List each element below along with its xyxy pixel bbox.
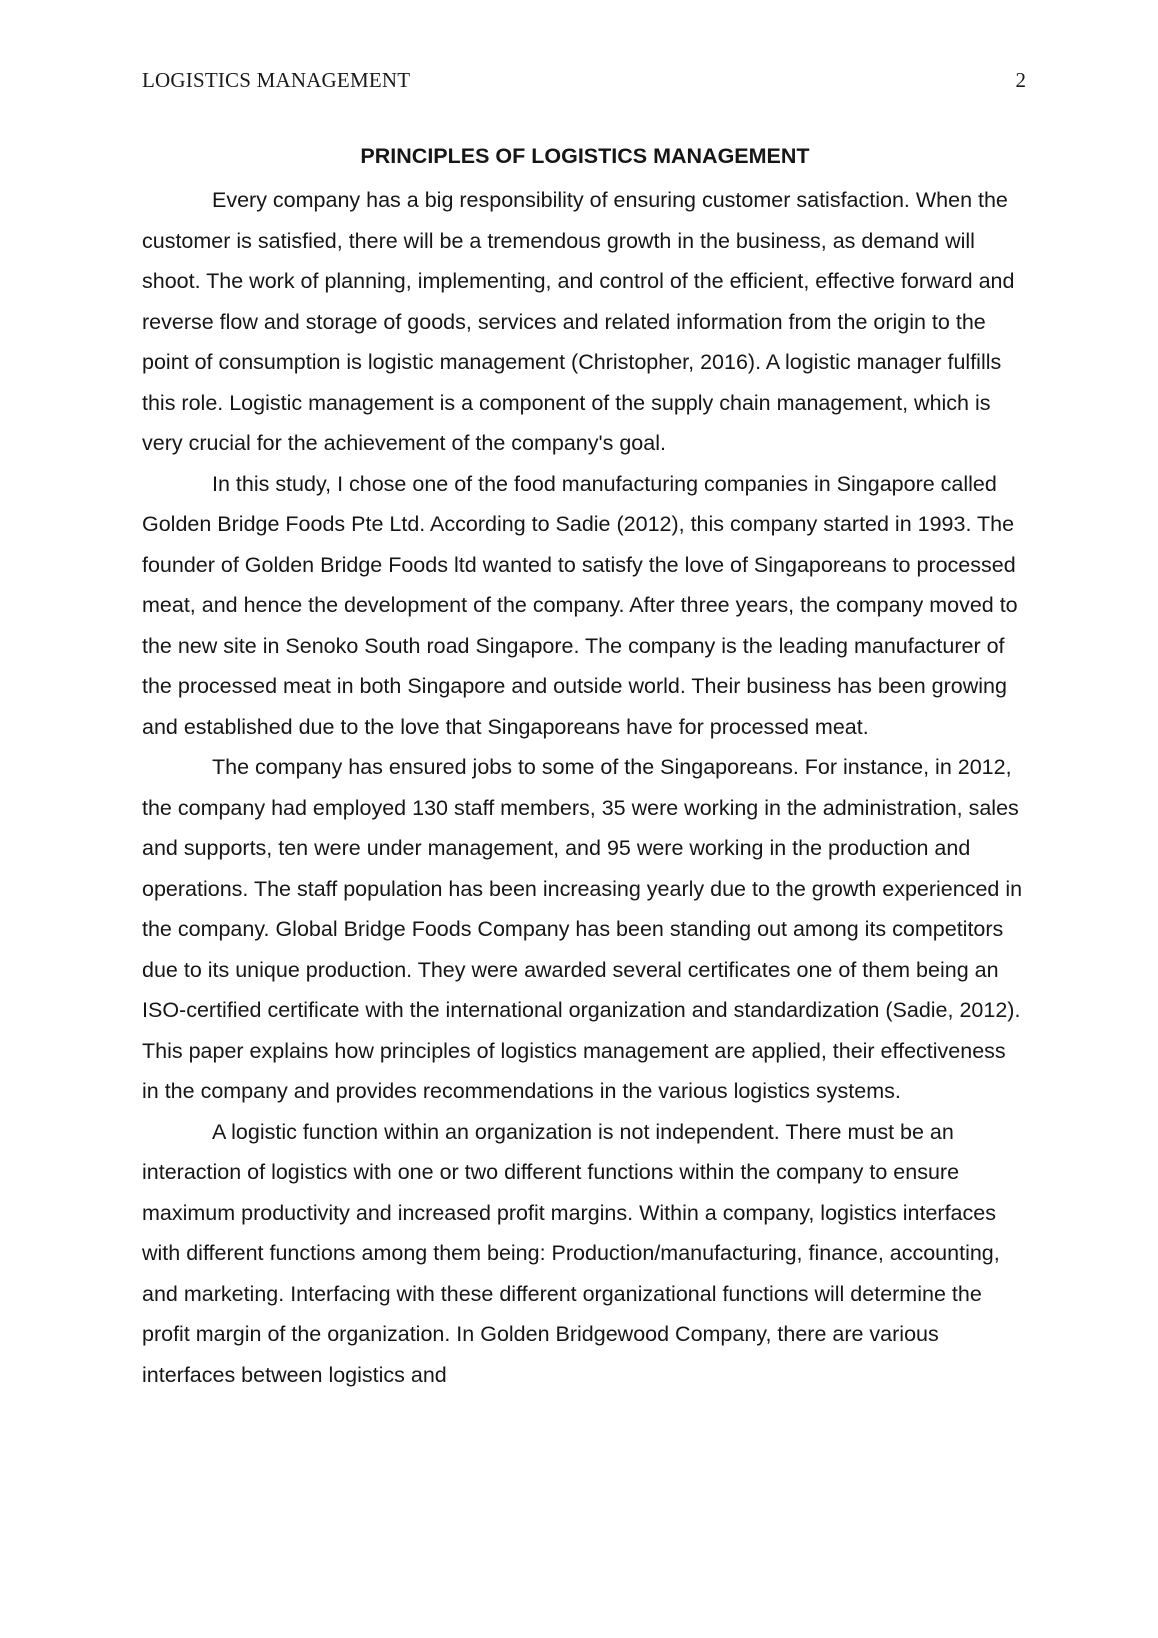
running-head: LOGISTICS MANAGEMENT xyxy=(142,68,411,92)
document-title: PRINCIPLES OF LOGISTICS MANAGEMENT xyxy=(360,144,810,168)
paragraph-3: The company has ensured jobs to some of the Singaporeans. For instance, in 2012, the company had employed 130 staff members, 35 were working in the administration, sales and supports, ten were under management, and 95 were working in the production and operations. The staff population has been increasing yearly due to the growth experienced in the company. Global Bridge Foods Company has been standing out among its competitors due to its unique production. They were awarded several certificates one of them being an ISO-certified certificate with the international organization and standardization (Sadie, 2012). This paper explains how principles of logistics management are applied, their effectiveness in the company and provides recommendations in the various logistics systems. xyxy=(142,755,1023,1103)
paragraph-4: A logistic function within an organization is not independent. There must be an interaction of logistics with one or two different functions within the company to ensure maximum productivity and increased profit margins. Within a company, logistics interfaces with different functions among them being: Production/manufacturing, finance, accounting, and marketing. Interfacing with these different organizational functions will determine the profit margin of the organization. In Golden Bridgewood Company, there are various interfaces between logistics and xyxy=(142,1119,1000,1387)
paragraph-2: In this study, I chose one of the food manufacturing companies in Singapore called Golden Bridge Foods Pte Ltd. According to Sadie (2012), this company started in 1993. The founder of Golden Bridge Foods ltd wanted to satisfy the love of Singaporeans to processed meat, and hence the development of the company. After three years, the company moved to the new site in Senoko South road Singapore. The company is the leading manufacturer of the processed meat in both Singapore and outside world. Their business has been growing and established due to the love that Singaporeans have for processed meat. xyxy=(142,471,1018,739)
paragraph-1: Every company has a big responsibility of ensuring customer satisfaction. When the customer is satisfied, there will be a tremendous growth in the business, as demand will shoot. The work of planning, implementing, and control of the efficient, effective forward and reverse flow and storage of goods, services and related information from the origin to the point of consumption is logistic management (Christopher, 2016). A logistic manager fulfills this role. Logistic management is a component of the supply chain management, which is very crucial for the achievement of the company's goal. xyxy=(142,188,1015,455)
page-number: 2 xyxy=(1015,68,1026,92)
document-body xyxy=(142,140,1028,1395)
